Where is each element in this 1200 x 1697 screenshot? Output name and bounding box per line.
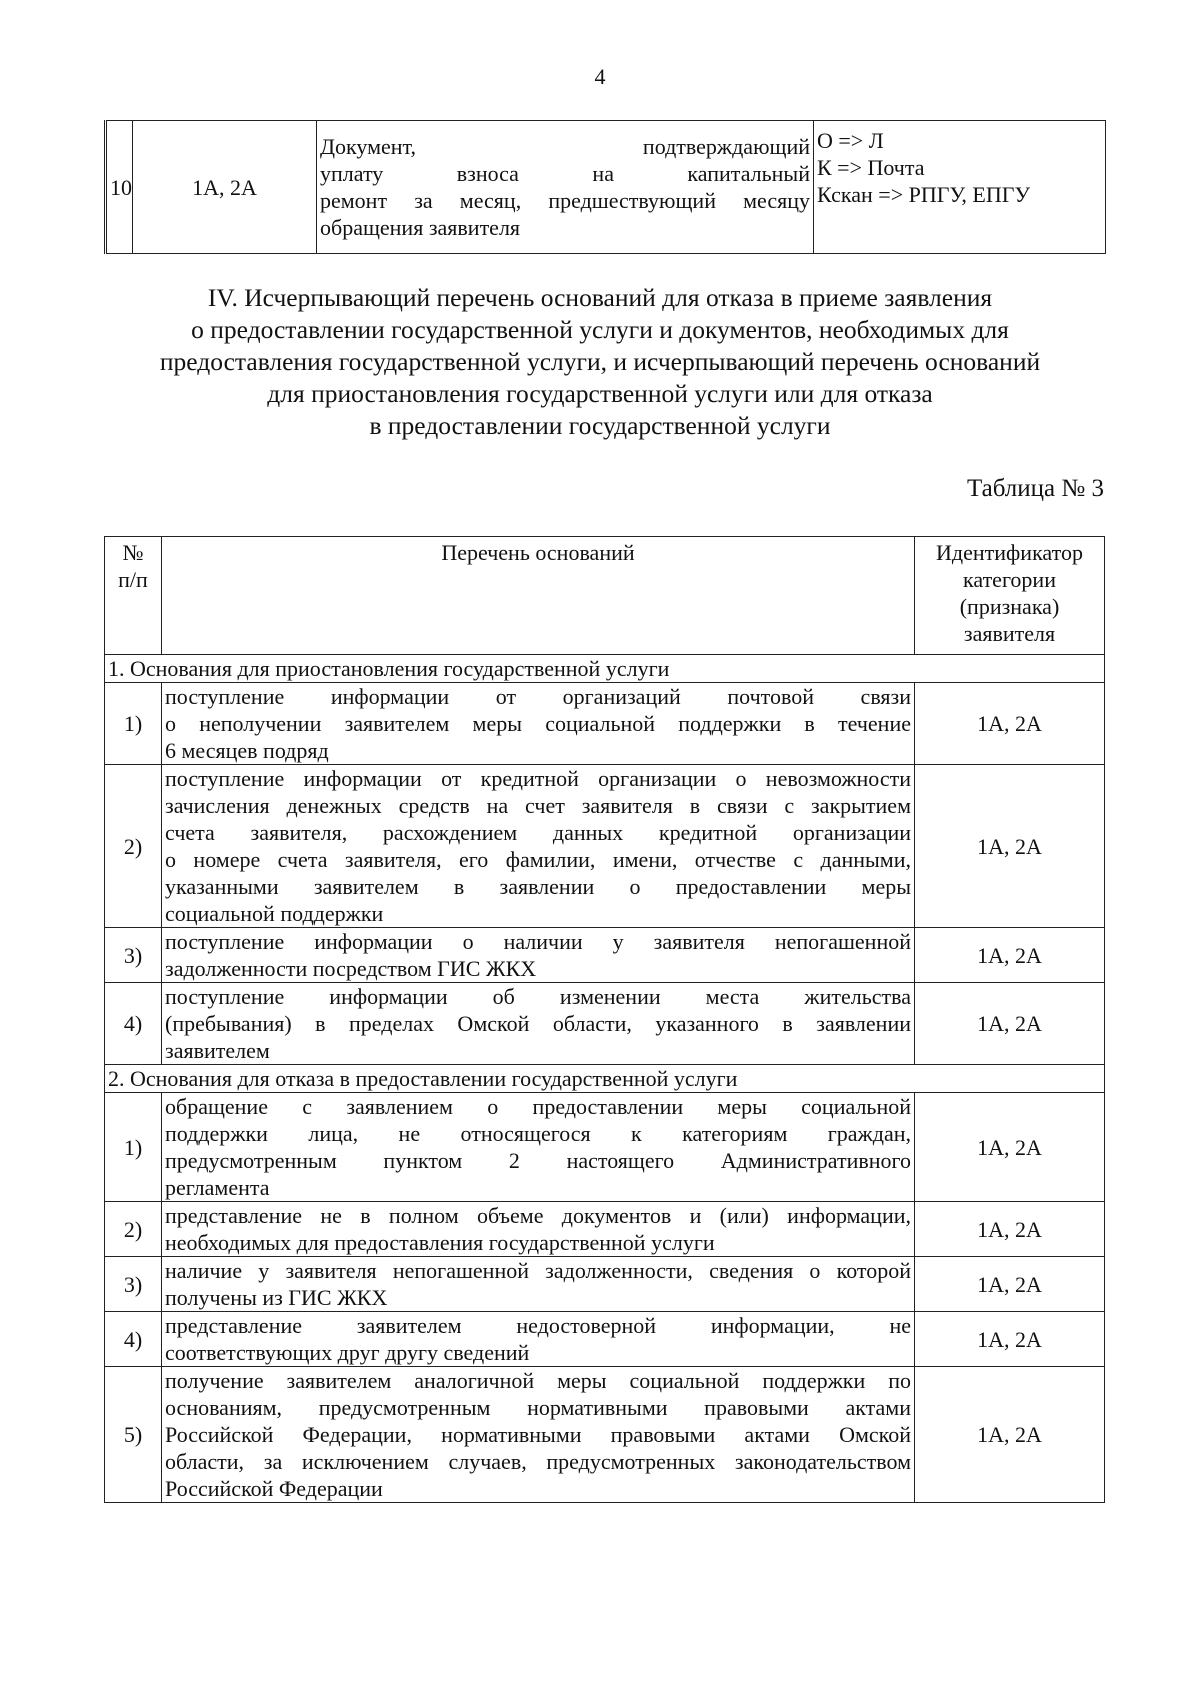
section-heading xyxy=(100,282,1100,442)
header-line: заявителя xyxy=(963,621,1056,646)
text-line: Кскан => РПГУ, ЕПГУ xyxy=(817,182,1031,207)
text-line: предусмотренным пунктом 2 настоящего Административного xyxy=(165,1148,911,1173)
row-number: 10 xyxy=(106,121,133,254)
text-line: заявителем xyxy=(165,1038,270,1063)
row-text xyxy=(162,1202,915,1257)
table-row xyxy=(105,1257,1105,1312)
text-line: счета заявителя, расхождением данных кредитной организации xyxy=(165,820,911,845)
text-line: Документ, подтверждающий xyxy=(320,134,810,159)
row-text xyxy=(162,1093,915,1202)
table-row xyxy=(105,1312,1105,1367)
text-line: соответствующих друг другу сведений xyxy=(165,1340,530,1365)
text-line: необходимых для предоставления государственной услуги xyxy=(165,1230,715,1255)
header-identifier xyxy=(915,537,1105,655)
table-row xyxy=(106,121,1106,254)
row-number: 3) xyxy=(105,1257,162,1312)
row-text xyxy=(162,983,915,1065)
text-line: уплату взноса на капитальный xyxy=(320,161,810,186)
row-category: 1А, 2А xyxy=(915,928,1105,983)
text-line: Российской Федерации xyxy=(165,1476,383,1501)
row-number: 2) xyxy=(105,765,162,928)
text-line: задолженности посредством ГИС ЖКХ xyxy=(165,956,537,981)
table-row xyxy=(105,928,1105,983)
table-row xyxy=(105,1093,1105,1202)
row-category: 1А, 2А xyxy=(915,1202,1105,1257)
text-line: обращения заявителя xyxy=(320,215,521,240)
text-line: о неполучении заявителем меры социальной поддержки в течение xyxy=(165,711,911,736)
table-row xyxy=(105,983,1105,1065)
row-text xyxy=(162,683,915,765)
table-row xyxy=(105,683,1105,765)
heading-line: предоставления государственной услуги, и исчерпывающий перечень оснований xyxy=(159,347,1041,376)
text-line: представление не в полном объеме документов и (или) информации, xyxy=(165,1203,911,1228)
text-line: получены из ГИС ЖКХ xyxy=(165,1285,388,1310)
top-table xyxy=(104,120,1106,254)
section-row xyxy=(105,655,1105,683)
header-line: Идентификатор xyxy=(936,540,1083,565)
heading-line: в предоставлении государственной услуги xyxy=(369,411,831,440)
section1-rows xyxy=(105,683,1105,1065)
text-line: обращение с заявлением о предоставлении меры социальной xyxy=(165,1094,911,1119)
text-line: ремонт за месяц, предшествующий месяцу xyxy=(320,188,810,213)
text-line: основаниям, предусмотренным нормативными правовыми актами xyxy=(165,1395,911,1420)
row-category: 1А, 2А xyxy=(133,121,317,254)
text-line: представление заявителем недостоверной информации, не xyxy=(165,1313,911,1338)
text-line: поступление информации от организаций почтовой связи xyxy=(165,684,911,709)
grounds-table xyxy=(104,536,1105,1503)
section-row xyxy=(105,1065,1105,1093)
section-title: 1. Основания для приостановления государственной услуги xyxy=(105,655,1105,683)
text-line: зачисления денежных средств на счет заявителя в связи с закрытием xyxy=(165,793,911,818)
text-line: 6 месяцев подряд xyxy=(165,738,329,763)
text-line: наличие у заявителя непогашенной задолженности, сведения о которой xyxy=(165,1258,911,1283)
page-number: 4 xyxy=(594,64,606,89)
row-text xyxy=(162,1367,915,1503)
row-number: 3) xyxy=(105,928,162,983)
channel-cell xyxy=(814,121,1106,254)
table-row xyxy=(105,1202,1105,1257)
header-line: (признака) xyxy=(959,594,1060,619)
document-cell xyxy=(317,121,814,254)
heading-line: для приостановления государственной услуги или для отказа xyxy=(267,379,933,408)
row-category: 1А, 2А xyxy=(915,765,1105,928)
row-category: 1А, 2А xyxy=(915,1367,1105,1503)
text-line: области, за исключением случаев, предусмотренных законодательством xyxy=(165,1449,911,1474)
text-line: социальной поддержки xyxy=(165,901,384,926)
text-line: (пребывания) в пределах Омской области, указанного в заявлении xyxy=(165,1011,911,1036)
text-line: регламента xyxy=(165,1175,270,1200)
row-category: 1А, 2А xyxy=(915,1312,1105,1367)
row-number: 5) xyxy=(105,1367,162,1503)
text-line: Российской Федерации, нормативными правовыми актами Омской xyxy=(165,1422,911,1447)
text-line: О => Л xyxy=(817,128,884,153)
heading-line: IV. Исчерпывающий перечень оснований для отказа в приеме заявления xyxy=(207,283,993,312)
row-number: 1) xyxy=(105,1093,162,1202)
row-text xyxy=(162,765,915,928)
row-number: 1) xyxy=(105,683,162,765)
row-category: 1А, 2А xyxy=(915,983,1105,1065)
row-text xyxy=(162,928,915,983)
text-line: о номере счета заявителя, его фамилии, имени, отчестве с данными, xyxy=(165,847,911,872)
table-row xyxy=(105,1367,1105,1503)
text-line: поддержки лица, не относящегося к категориям граждан, xyxy=(165,1121,911,1146)
header-line: п/п xyxy=(118,567,148,592)
text-line: поступление информации о наличии у заявителя непогашенной xyxy=(165,929,911,954)
row-number: 4) xyxy=(105,983,162,1065)
table-caption: Таблица № 3 xyxy=(966,475,1104,502)
header-reasons: Перечень оснований xyxy=(162,537,915,655)
row-text xyxy=(162,1257,915,1312)
row-number: 4) xyxy=(105,1312,162,1367)
row-category: 1А, 2А xyxy=(915,1257,1105,1312)
row-text xyxy=(162,1312,915,1367)
row-category: 1А, 2А xyxy=(915,1093,1105,1202)
header-line: категории xyxy=(963,567,1056,592)
section2-rows xyxy=(105,1093,1105,1503)
text-line: получение заявителем аналогичной меры социальной поддержки по xyxy=(165,1368,911,1393)
header-number xyxy=(105,537,162,655)
heading-line: о предоставлении государственной услуги и документов, необходимых для xyxy=(191,315,1009,344)
text-line: поступление информации от кредитной организации о невозможности xyxy=(165,766,911,791)
table-header-row xyxy=(105,537,1105,655)
row-number: 2) xyxy=(105,1202,162,1257)
section-title: 2. Основания для отказа в предоставлении государственной услуги xyxy=(105,1065,1105,1093)
row-category: 1А, 2А xyxy=(915,683,1105,765)
text-line: К => Почта xyxy=(817,155,925,180)
text-line: поступление информации об изменении места жительства xyxy=(165,984,911,1009)
text-line: указанными заявителем в заявлении о предоставлении меры xyxy=(165,874,911,899)
header-line: № xyxy=(122,540,144,565)
table-row xyxy=(105,765,1105,928)
